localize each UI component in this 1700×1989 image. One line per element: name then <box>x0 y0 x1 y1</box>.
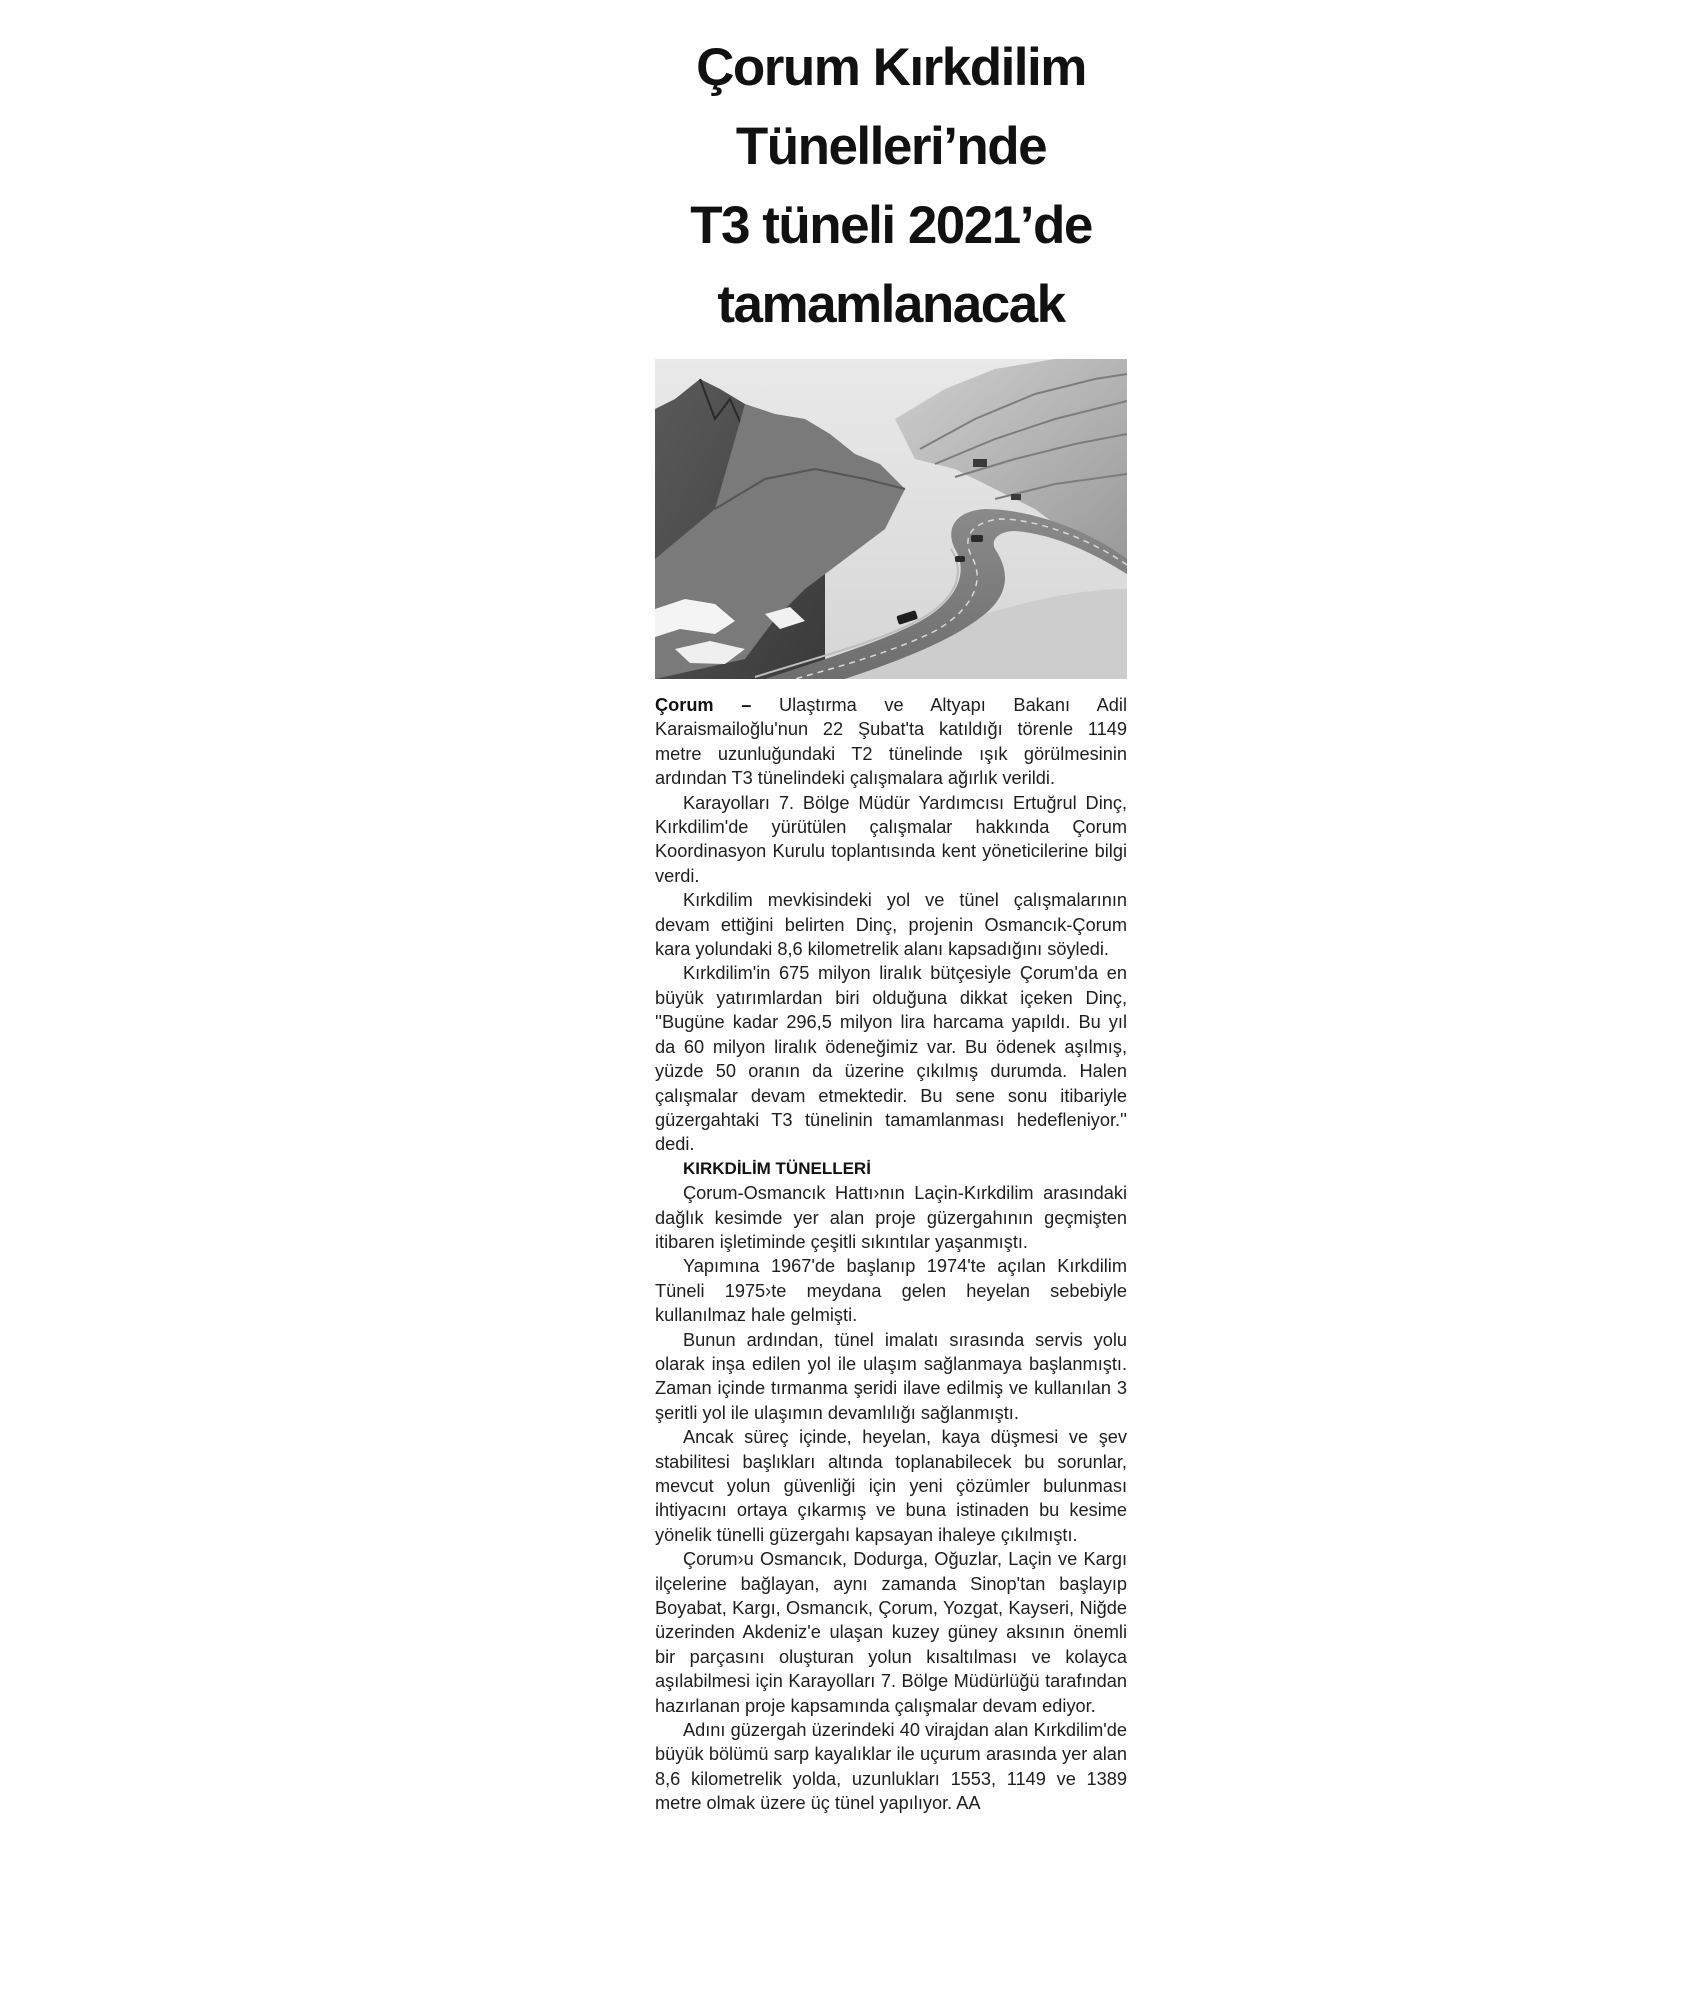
headline-line-1: Çorum Kırkdilim <box>696 38 1086 97</box>
paragraph-4: Kırkdilim'in 675 milyon liralık bütçesiyle Çorum'da en büyük yatırımlardan biri olduğuna dikkat içeken Dinç, ''Bugüne kadar 296,5 milyon lira harcama yapıldı. Bu yıl da 60 milyon liralık ödeneğimiz var. Bu ödenek aşılmış, yüzde 50 oranın da üzerine çıkılmış durumda. Halen çalışmalar devam etmektedir. Bu sene sonu itibariyle güzergahtaki T3 tünelinin tamamlanması hedefleniyor.'' dedi. <box>655 963 1127 1155</box>
headline-line-4: tamamlanacak <box>717 275 1065 334</box>
news-article <box>655 28 1127 1816</box>
lead-paragraph <box>655 693 1127 791</box>
paragraph-7: Bunun ardından, tünel imalatı sırasında servis yolu olarak inşa edilen yol ile ulaşım sağlanmaya başlanmıştı. Zaman içinde tırmanma şeridi ilave edilmiş ve kullanılan 3 şeritli yol ile ulaşımın devamlılığı sağlanmıştı. <box>655 1329 1127 1423</box>
headline-line-2: Tünelleri’nde <box>735 117 1047 176</box>
paragraph-3: Kırkdilim mevkisindeki yol ve tünel çalışmalarının devam ettiğini belirten Dinç, projenin Osmancık-Çorum kara yolundaki 8,6 kilometrelik alanı kapsadığını söyledi. <box>655 890 1127 960</box>
article-body <box>655 693 1127 1816</box>
headline-line-3: T3 tüneli 2021’de <box>690 196 1092 255</box>
paragraph-5: Çorum-Osmancık Hattı›nın Laçin-Kırkdilim arasındaki dağlık kesimde yer alan proje güzergahının geçmişten itibaren işletiminde çeşitli sıkıntılar yaşanmıştı. <box>655 1183 1127 1252</box>
paragraph-8: Ancak süreç içinde, heyelan, kaya düşmesi ve şev stabilitesi başlıkları altında toplanabilecek bu sorunlar, mevcut yolun güvenliği için yeni çözümler bulunması ihtiyacını ortaya çıkarmış ve buna istinaden bu kesime yönelik tünelli güzergahı kapsayan ihaleye çıkılmıştı. <box>655 1427 1127 1545</box>
paragraph-9: Çorum›u Osmancık, Dodurga, Oğuzlar, Laçin ve Kargı ilçelerine bağlayan, aynı zamanda Sinop'tan başlayıp Boyabat, Kargı, Osmancık, Çorum, Yozgat, Kayseri, Niğde üzerinden Akdeniz'e ulaşan kuzey güney aksının önemli bir parçasını oluşturan yolun kısaltılması ve kolayca aşılabilmesi için Karayolları 7. Bölge Müdürlüğü tarafından hazırlanan proje kapsamında çalışmalar devam ediyor. <box>655 1549 1127 1716</box>
subheading: KIRKDİLİM TÜNELLERİ <box>683 1158 871 1178</box>
paragraph-2: Karayolları 7. Bölge Müdür Yardımcısı Ertuğrul Dinç, Kırkdilim'de yürütülen çalışmalar hakkında Çorum Koordinasyon Kurulu toplantısında kent yöneticilerine bilgi verdi. <box>655 792 1127 886</box>
headline <box>655 28 1127 344</box>
dateline: Çorum – <box>655 695 752 715</box>
paragraph-10: Adını güzergah üzerindeki 40 virajdan alan Kırkdilim'de büyük bölümü sarp kayalıklar ile uçurum arasında yer alan 8,6 kilometrelik yolda, uzunlukları 1553, 1149 ve 1389 metre olmak üzere üç tünel yapılıyor. AA <box>655 1720 1127 1814</box>
mountain-road-photo <box>655 359 1127 679</box>
lead-text: Ulaştırma ve Altyapı Bakanı Adil Karaismailoğlu'nun 22 Şubat'ta katıldığı törenle 1149 metre uzunluğundaki T2 tünelinde ışık görülmesinin ardından T3 tünelindeki çalışmalara ağırlık verildi. <box>655 695 1127 789</box>
paragraph-6: Yapımına 1967'de başlanıp 1974'te açılan Kırkdilim Tüneli 1975›te meydana gelen heyelan sebebiyle kullanılmaz hale gelmişti. <box>655 1256 1127 1326</box>
